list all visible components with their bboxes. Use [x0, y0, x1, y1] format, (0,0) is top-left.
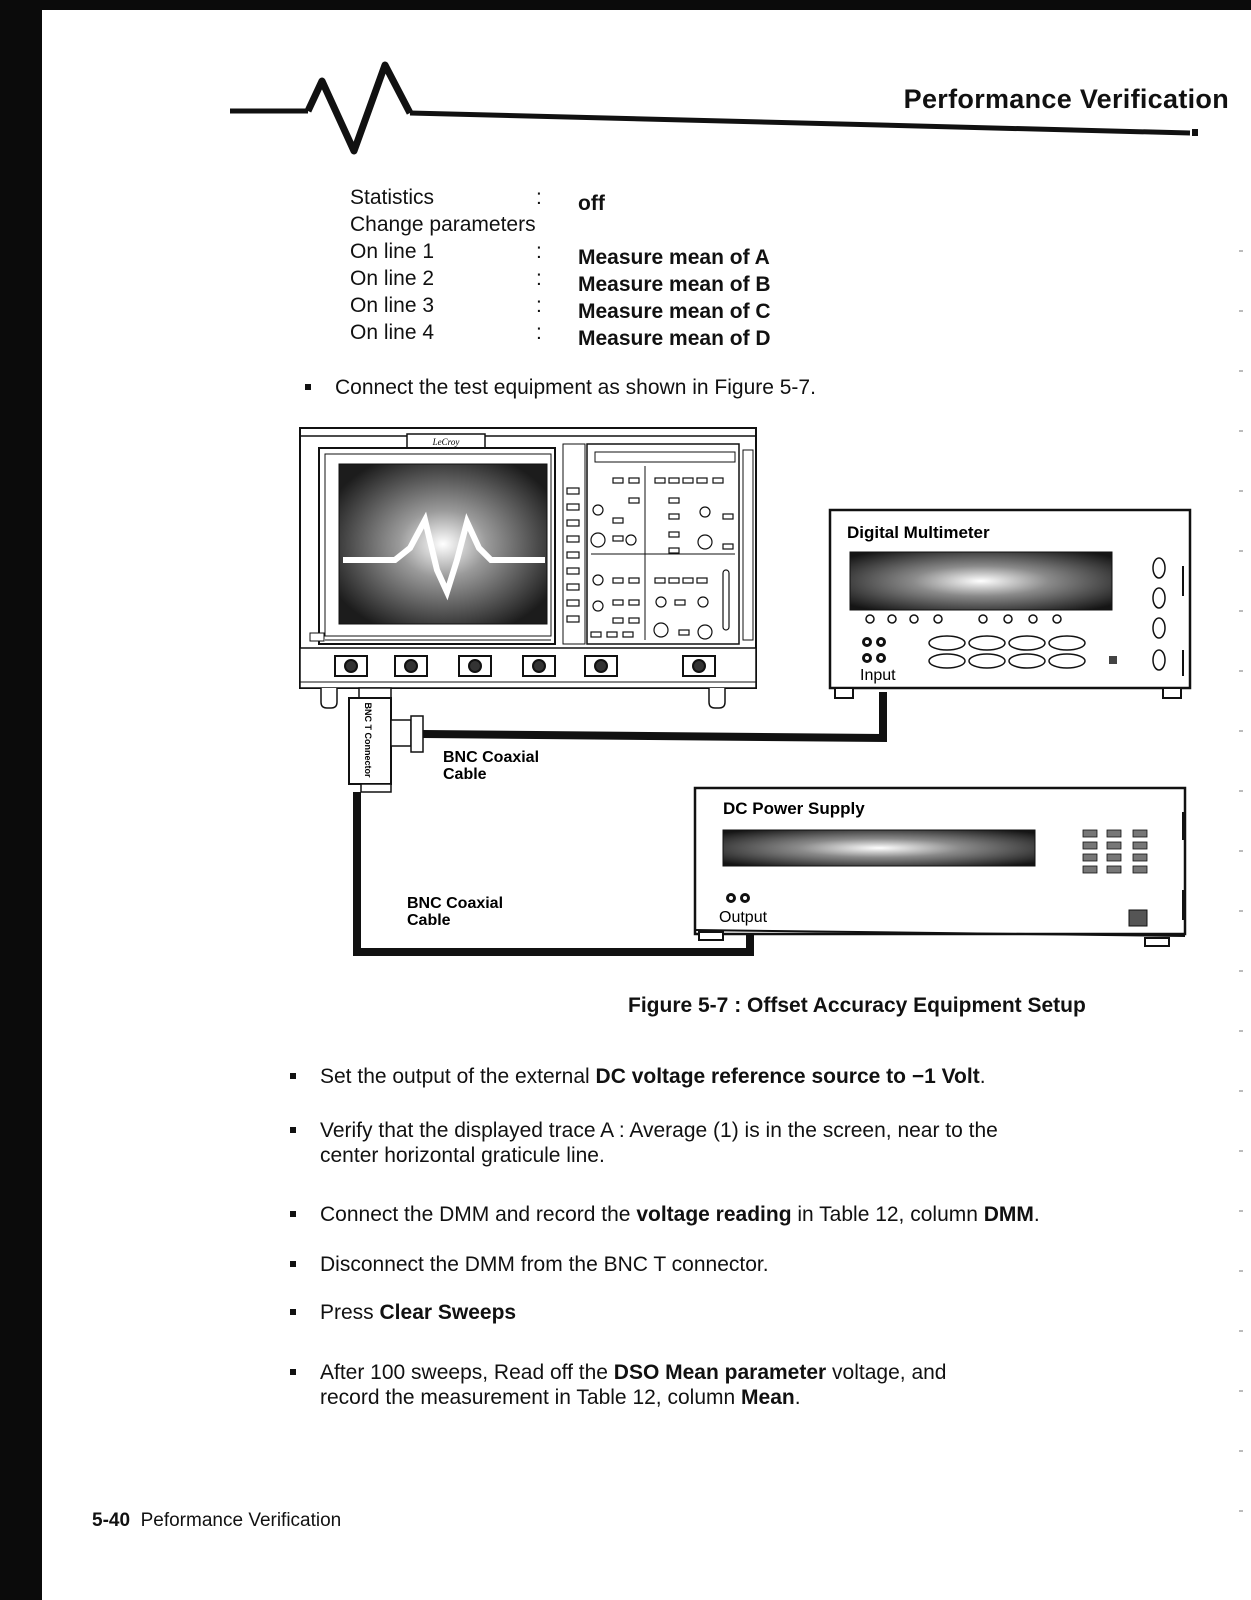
step-emphasis: DC voltage reference source [595, 1065, 881, 1088]
page-number: 5-40 [92, 1510, 131, 1531]
step-text: Set the output of the external [320, 1065, 596, 1088]
cable-label: Cable [407, 912, 451, 929]
step-text: in Table 12, column [791, 1203, 984, 1226]
setting-label: On line 1 [350, 240, 435, 263]
step-text: After 100 sweeps, Read off the [320, 1361, 614, 1384]
bullet-square-icon [290, 1261, 296, 1267]
figure-caption: Figure 5-7 : Offset Accuracy Equipment Setup [628, 994, 1086, 1017]
setting-label: On line 3 [350, 294, 435, 317]
step-text: Connect the DMM and record the [320, 1203, 637, 1226]
step-text: . [979, 1065, 986, 1088]
setting-value: off [578, 192, 605, 215]
scope-brand-label: LeCroy [432, 437, 460, 447]
psu-title: DC Power Supply [723, 799, 865, 818]
dmm-title: Digital Multimeter [847, 523, 990, 542]
step-emphasis: DMM [983, 1203, 1034, 1226]
scan-speckle [1239, 250, 1243, 1550]
instruction-text: Connect the test equipment as shown in Figure 5-7. [335, 376, 816, 399]
setting-value: Measure mean of A [578, 246, 770, 269]
setting-label: On line 4 [350, 321, 435, 344]
step-text: . [1033, 1203, 1040, 1226]
setting-colon: : [536, 321, 542, 344]
instruction-bullet [290, 1118, 1050, 1168]
step-emphasis: to −1 Volt [880, 1065, 980, 1088]
bullet-square-icon [290, 1073, 296, 1079]
step-emphasis: DSO Mean parameter [613, 1361, 827, 1384]
setting-value: Measure mean of D [578, 327, 771, 350]
bullet-square-icon [305, 384, 311, 390]
setting-value: Measure mean of B [578, 273, 771, 296]
step-text: Disconnect the DMM from the BNC T connector. [320, 1253, 769, 1276]
step-emphasis: Mean [741, 1386, 795, 1409]
instruction-bullet [290, 1300, 1170, 1325]
setting-colon: : [536, 294, 542, 317]
binding-bar [0, 0, 42, 1600]
instruction-bullet [290, 1064, 1170, 1089]
instruction-bullet [305, 375, 816, 400]
setting-value: Measure mean of C [578, 300, 771, 323]
instruction-bullet [290, 1360, 1010, 1410]
bullet-square-icon [290, 1211, 296, 1217]
step-text: Press [320, 1301, 380, 1324]
setting-label: Change parameters [350, 213, 536, 236]
setting-colon: : [536, 267, 542, 290]
bullet-square-icon [290, 1309, 296, 1315]
cable-label: BNC Coaxial [443, 749, 540, 766]
step-text: voltage, and record the measurement in Table 12, column [320, 1361, 947, 1409]
step-emphasis: voltage reading [636, 1203, 792, 1226]
psu-output-label: Output [719, 909, 768, 926]
cable-label: Cable [443, 766, 487, 783]
step-text: Verify that the displayed trace A : Average (1) is in the screen, near to the center horizontal graticule line. [320, 1119, 998, 1167]
dc-power-supply [695, 788, 1185, 946]
step-emphasis: Clear Sweeps [379, 1301, 517, 1324]
cable-label: BNC Coaxial [407, 895, 504, 912]
step-text: . [794, 1386, 801, 1409]
oscilloscope [300, 428, 756, 708]
setting-label: Statistics [350, 186, 435, 209]
top-rule [42, 0, 1251, 10]
dmm-input-label: Input [860, 667, 896, 684]
bullet-square-icon [290, 1369, 296, 1375]
bnc-t-connector [349, 688, 423, 792]
instruction-bullet [290, 1202, 1170, 1227]
equipment-setup-diagram [295, 420, 1195, 970]
footer-section: Peformance Verification [140, 1510, 342, 1531]
page-header-title: Performance Verification [903, 84, 1229, 114]
setting-colon: : [536, 186, 542, 209]
setting-label: On line 2 [350, 267, 435, 290]
page-footer [92, 1510, 341, 1532]
instruction-bullet [290, 1252, 1170, 1277]
t-connector-label: BNC T Connector [363, 702, 373, 778]
bullet-square-icon [290, 1127, 296, 1133]
setting-colon: : [536, 240, 542, 263]
digital-multimeter [830, 510, 1190, 698]
